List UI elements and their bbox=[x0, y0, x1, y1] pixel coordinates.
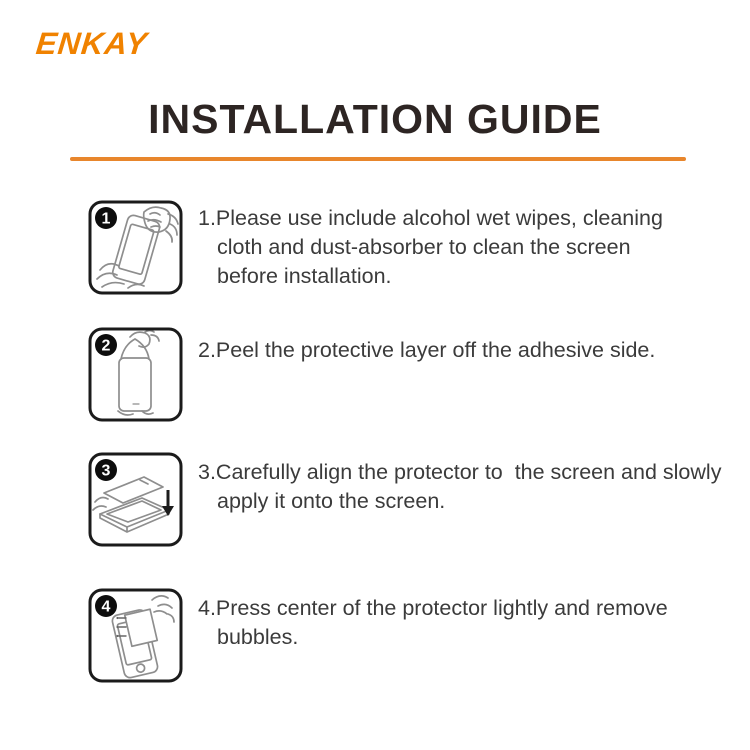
step-text-line: apply it onto the screen. bbox=[217, 489, 446, 513]
title-divider-line bbox=[70, 157, 686, 161]
peel-protective-layer-icon bbox=[88, 327, 183, 422]
align-protector-arrow-down-icon bbox=[88, 452, 183, 547]
step-number-badge: 2 bbox=[101, 337, 111, 355]
press-center-remove-bubbles-icon bbox=[88, 588, 183, 683]
step-4-text bbox=[198, 594, 688, 652]
page-title: INSTALLATION GUIDE bbox=[148, 96, 602, 142]
step-text-line: 1.Please use include alcohol wet wipes, cleaning bbox=[198, 206, 663, 230]
step-text-line: before installation. bbox=[217, 264, 392, 288]
step-2-text bbox=[198, 336, 688, 365]
step-1-text bbox=[198, 204, 688, 291]
step-text-line: bubbles. bbox=[217, 625, 299, 649]
step-number-badge: 1 bbox=[101, 210, 111, 228]
step-number-badge: 4 bbox=[101, 598, 111, 616]
step-text-line: 2.Peel the protective layer off the adhesive side. bbox=[198, 338, 656, 362]
step-text-line: 4.Press center of the protector lightly and remove bbox=[198, 596, 668, 620]
step-number-badge: 3 bbox=[101, 462, 111, 480]
enkay-logo: ENKAY bbox=[34, 26, 150, 61]
step-3-text bbox=[198, 458, 722, 516]
step-text-line: 3.Carefully align the protector to the screen and slowly bbox=[198, 460, 722, 484]
clean-screen-with-cloth-icon bbox=[88, 200, 183, 295]
step-text-line: cloth and dust-absorber to clean the screen bbox=[217, 235, 631, 259]
